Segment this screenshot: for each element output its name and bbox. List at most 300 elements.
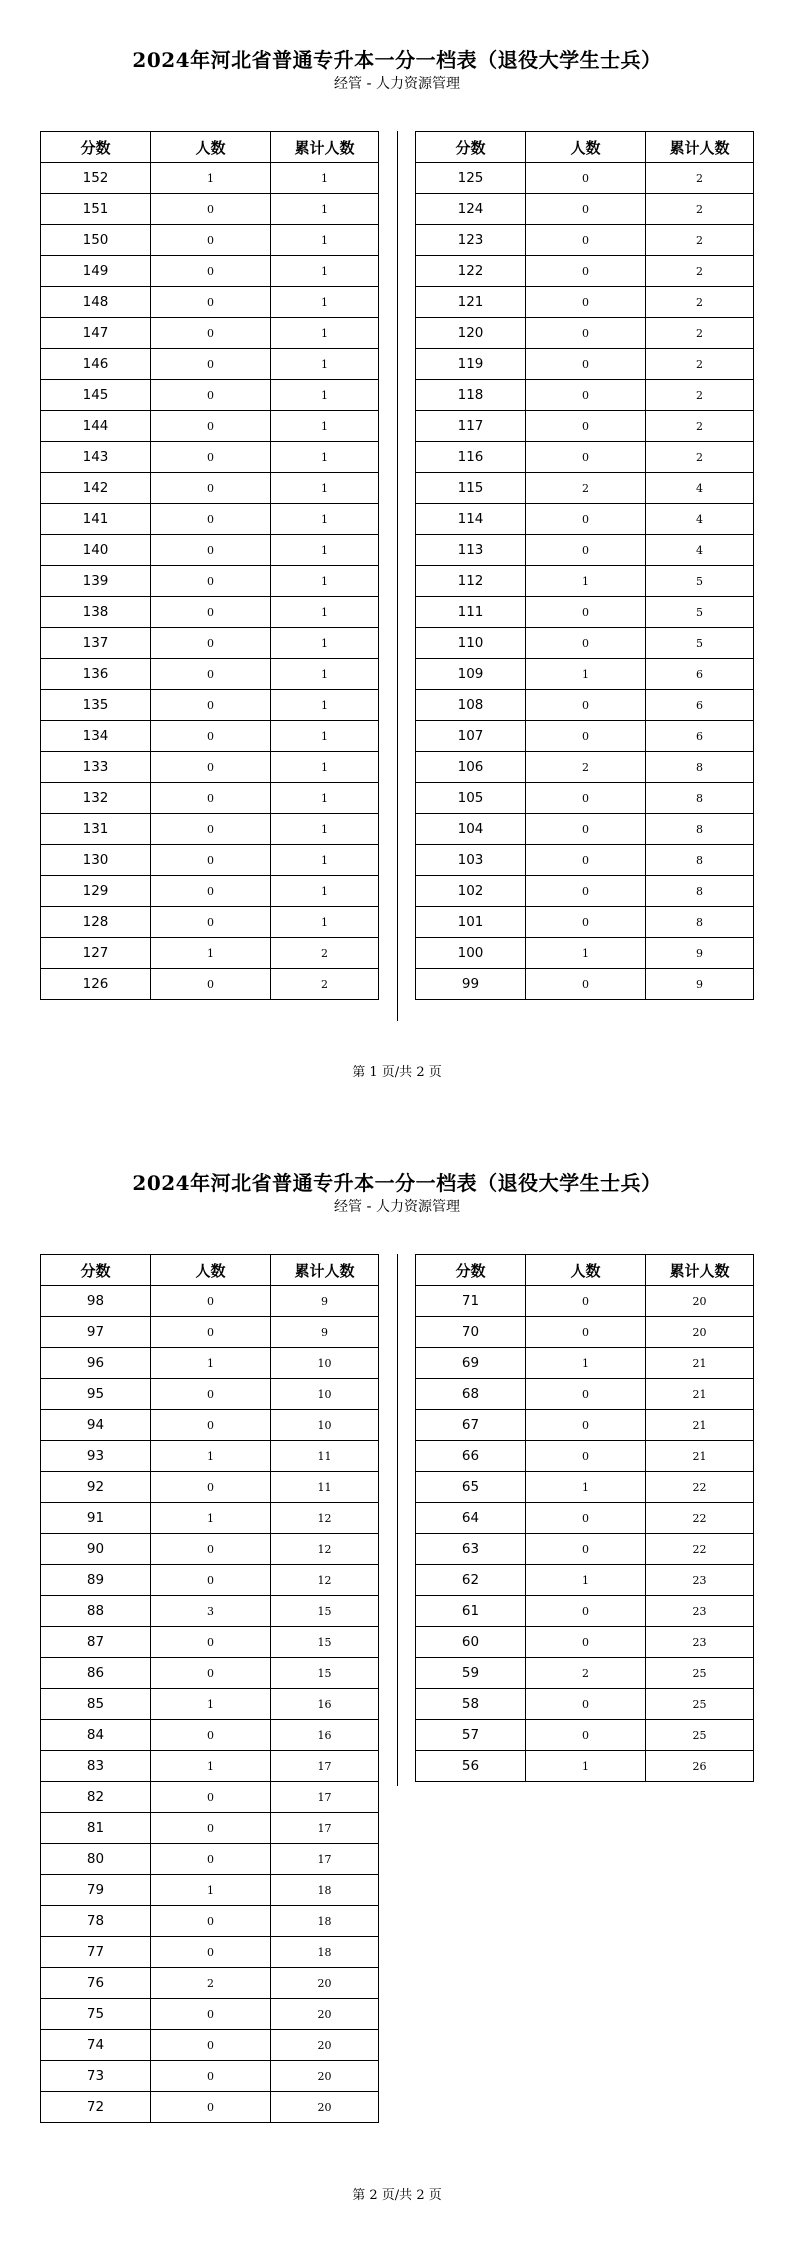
score-cell: 120 [416,318,526,349]
count-cell: 0 [151,845,271,876]
cumul-cell: 1 [271,411,379,442]
header-score: 分数 [416,1255,526,1286]
score-cell: 142 [41,473,151,504]
table-row [41,1565,379,1596]
score-cell: 102 [416,876,526,907]
table-row [416,318,754,349]
count-cell: 0 [526,1720,646,1751]
table-row [41,2061,379,2092]
table-row [416,1658,754,1689]
score-cell: 109 [416,659,526,690]
count-cell: 0 [526,1534,646,1565]
count-cell: 0 [151,504,271,535]
score-cell: 150 [41,225,151,256]
score-cell: 132 [41,783,151,814]
cumul-cell: 6 [646,690,754,721]
count-cell: 0 [151,1999,271,2030]
table-row [41,845,379,876]
table-header-row [416,132,754,163]
page-footer: 第 1 页/共 2 页 [352,1065,442,1080]
cumul-cell: 20 [271,1968,379,1999]
count-cell: 1 [151,163,271,194]
cumul-cell: 20 [646,1286,754,1317]
count-cell: 0 [151,1286,271,1317]
cumul-cell: 1 [271,783,379,814]
score-cell: 80 [41,1844,151,1875]
table-row [41,1751,379,1782]
cumul-cell: 12 [271,1503,379,1534]
count-cell: 0 [151,1534,271,1565]
table-row [41,163,379,194]
score-cell: 114 [416,504,526,535]
score-cell: 71 [416,1286,526,1317]
score-cell: 134 [41,721,151,752]
table-row [41,473,379,504]
table-row [41,1286,379,1317]
table-row [41,1782,379,1813]
table-row [416,1627,754,1658]
table-row [416,163,754,194]
score-cell: 85 [41,1689,151,1720]
count-cell: 0 [526,1441,646,1472]
count-cell: 0 [151,1472,271,1503]
score-cell: 61 [416,1596,526,1627]
score-cell: 105 [416,783,526,814]
score-table-right [415,1254,754,1782]
score-cell: 60 [416,1627,526,1658]
cumul-cell: 20 [271,2092,379,2123]
score-cell: 113 [416,535,526,566]
cumul-cell: 1 [271,752,379,783]
count-cell: 0 [151,783,271,814]
table-row [41,1472,379,1503]
cumul-cell: 25 [646,1720,754,1751]
count-cell: 0 [526,628,646,659]
cumul-cell: 21 [646,1410,754,1441]
count-cell: 0 [151,597,271,628]
count-cell: 0 [526,287,646,318]
count-cell: 0 [526,1596,646,1627]
cumul-cell: 10 [271,1379,379,1410]
table-row [416,659,754,690]
table-row [416,194,754,225]
count-cell: 0 [526,1627,646,1658]
header-cumulative: 累计人数 [646,1255,754,1286]
cumul-cell: 23 [646,1627,754,1658]
count-cell: 0 [526,318,646,349]
cumul-cell: 20 [271,2061,379,2092]
cumul-cell: 5 [646,566,754,597]
table-row [416,690,754,721]
count-cell: 0 [151,969,271,1000]
cumul-cell: 6 [646,659,754,690]
score-cell: 72 [41,2092,151,2123]
cumul-cell: 23 [646,1596,754,1627]
score-cell: 96 [41,1348,151,1379]
header-score: 分数 [41,1255,151,1286]
count-cell: 1 [151,938,271,969]
cumul-cell: 16 [271,1720,379,1751]
count-cell: 0 [526,907,646,938]
cumul-cell: 4 [646,535,754,566]
count-cell: 1 [526,566,646,597]
cumul-cell: 2 [646,194,754,225]
score-cell: 62 [416,1565,526,1596]
count-cell: 0 [526,1410,646,1441]
table-row [416,225,754,256]
header-cumulative: 累计人数 [271,132,379,163]
score-cell: 95 [41,1379,151,1410]
score-cell: 75 [41,1999,151,2030]
score-cell: 104 [416,814,526,845]
score-cell: 125 [416,163,526,194]
page-subtitle: 经管 - 人力资源管理 [334,1199,460,1215]
count-cell: 0 [526,194,646,225]
cumul-cell: 20 [646,1317,754,1348]
table-row [41,2030,379,2061]
cumul-cell: 8 [646,876,754,907]
count-cell: 0 [151,1379,271,1410]
table-row [416,876,754,907]
cumul-cell: 6 [646,721,754,752]
table-row [416,287,754,318]
page-title: 2024年河北省普通专升本一分一档表（退役大学生士兵） [132,48,662,72]
count-cell: 1 [151,1503,271,1534]
cumul-cell: 2 [646,318,754,349]
table-row [41,194,379,225]
score-cell: 119 [416,349,526,380]
table-row [416,845,754,876]
score-cell: 66 [416,1441,526,1472]
header-count: 人数 [151,1255,271,1286]
count-cell: 1 [151,1875,271,1906]
table-row [41,318,379,349]
score-cell: 147 [41,318,151,349]
table-row [416,1596,754,1627]
score-cell: 115 [416,473,526,504]
score-cell: 145 [41,380,151,411]
page-title: 2024年河北省普通专升本一分一档表（退役大学生士兵） [132,1171,662,1195]
page-footer: 第 2 页/共 2 页 [352,2188,442,2203]
score-cell: 81 [41,1813,151,1844]
score-cell: 89 [41,1565,151,1596]
count-cell: 0 [526,504,646,535]
count-cell: 0 [151,2092,271,2123]
table-row [41,721,379,752]
score-cell: 108 [416,690,526,721]
table-row [41,256,379,287]
score-cell: 73 [41,2061,151,2092]
score-cell: 141 [41,504,151,535]
table-row [41,1317,379,1348]
table-row [416,504,754,535]
score-cell: 135 [41,690,151,721]
cumul-cell: 26 [646,1751,754,1782]
score-cell: 65 [416,1472,526,1503]
cumul-cell: 1 [271,504,379,535]
score-table-right [415,131,754,1000]
table-row [41,1627,379,1658]
score-cell: 137 [41,628,151,659]
cumul-cell: 1 [271,690,379,721]
table-row [416,814,754,845]
count-cell: 0 [151,907,271,938]
count-cell: 0 [151,566,271,597]
table-row [416,1317,754,1348]
score-cell: 58 [416,1689,526,1720]
table-row [41,504,379,535]
count-cell: 0 [526,535,646,566]
table-row [416,535,754,566]
cumul-cell: 1 [271,566,379,597]
cumul-cell: 2 [646,225,754,256]
column-divider [397,131,398,1021]
cumul-cell: 25 [646,1689,754,1720]
score-cell: 148 [41,287,151,318]
score-cell: 68 [416,1379,526,1410]
score-cell: 136 [41,659,151,690]
count-cell: 0 [151,690,271,721]
count-cell: 0 [526,225,646,256]
cumul-cell: 1 [271,194,379,225]
count-cell: 0 [151,659,271,690]
cumul-cell: 15 [271,1627,379,1658]
count-cell: 1 [526,1472,646,1503]
table-row [41,690,379,721]
table-row [41,1720,379,1751]
cumul-cell: 4 [646,473,754,504]
count-cell: 0 [151,1410,271,1441]
cumul-cell: 2 [646,287,754,318]
table-row [41,1999,379,2030]
cumul-cell: 9 [271,1286,379,1317]
score-cell: 118 [416,380,526,411]
count-cell: 0 [151,411,271,442]
table-row [41,380,379,411]
score-cell: 57 [416,1720,526,1751]
table-row [41,1379,379,1410]
table-row [41,1534,379,1565]
count-cell: 0 [526,380,646,411]
cumul-cell: 1 [271,473,379,504]
table-header-row [416,1255,754,1286]
cumul-cell: 2 [646,256,754,287]
cumul-cell: 1 [271,659,379,690]
score-cell: 116 [416,442,526,473]
cumul-cell: 1 [271,287,379,318]
score-table-left [40,131,379,1000]
table-row [416,1720,754,1751]
count-cell: 0 [526,1286,646,1317]
score-cell: 117 [416,411,526,442]
count-cell: 0 [151,1565,271,1596]
table-row [416,1565,754,1596]
score-cell: 99 [416,969,526,1000]
cumul-cell: 18 [271,1906,379,1937]
table-row [41,1658,379,1689]
table-row [41,535,379,566]
count-cell: 2 [526,1658,646,1689]
count-cell: 0 [151,1937,271,1968]
score-cell: 112 [416,566,526,597]
cumul-cell: 11 [271,1441,379,1472]
table-row [41,907,379,938]
count-cell: 0 [151,535,271,566]
count-cell: 0 [151,256,271,287]
cumul-cell: 1 [271,907,379,938]
table-row [416,442,754,473]
score-cell: 86 [41,1658,151,1689]
score-cell: 139 [41,566,151,597]
score-cell: 144 [41,411,151,442]
cumul-cell: 23 [646,1565,754,1596]
cumul-cell: 1 [271,380,379,411]
count-cell: 0 [151,814,271,845]
count-cell: 1 [526,659,646,690]
table-header-row [41,1255,379,1286]
cumul-cell: 17 [271,1751,379,1782]
count-cell: 0 [526,597,646,628]
table-row [41,1968,379,1999]
header-cumulative: 累计人数 [271,1255,379,1286]
cumul-cell: 1 [271,318,379,349]
count-cell: 0 [151,1906,271,1937]
count-cell: 0 [526,256,646,287]
header-count: 人数 [526,132,646,163]
score-cell: 106 [416,752,526,783]
table-row [41,783,379,814]
table-row [416,783,754,814]
count-cell: 0 [526,814,646,845]
cumul-cell: 2 [271,938,379,969]
cumul-cell: 1 [271,163,379,194]
score-cell: 90 [41,1534,151,1565]
cumul-cell: 22 [646,1534,754,1565]
cumul-cell: 1 [271,349,379,380]
count-cell: 1 [526,1348,646,1379]
score-cell: 138 [41,597,151,628]
count-cell: 0 [151,1627,271,1658]
table-row [41,1875,379,1906]
header-score: 分数 [416,132,526,163]
cumul-cell: 2 [646,380,754,411]
score-cell: 97 [41,1317,151,1348]
header-count: 人数 [526,1255,646,1286]
cumul-cell: 25 [646,1658,754,1689]
table-row [41,1844,379,1875]
table-row [416,1379,754,1410]
score-cell: 103 [416,845,526,876]
cumul-cell: 2 [646,349,754,380]
table-row [416,907,754,938]
cumul-cell: 17 [271,1813,379,1844]
count-cell: 0 [151,2030,271,2061]
score-cell: 84 [41,1720,151,1751]
table-row [41,349,379,380]
score-cell: 124 [416,194,526,225]
count-cell: 0 [151,318,271,349]
score-cell: 110 [416,628,526,659]
count-cell: 0 [151,349,271,380]
score-cell: 78 [41,1906,151,1937]
score-cell: 133 [41,752,151,783]
cumul-cell: 21 [646,1441,754,1472]
count-cell: 0 [526,442,646,473]
count-cell: 0 [526,876,646,907]
cumul-cell: 17 [271,1782,379,1813]
cumul-cell: 22 [646,1503,754,1534]
score-cell: 74 [41,2030,151,2061]
cumul-cell: 8 [646,752,754,783]
count-cell: 0 [526,721,646,752]
count-cell: 1 [526,1565,646,1596]
table-row [416,1472,754,1503]
count-cell: 0 [151,1844,271,1875]
table-row [41,2092,379,2123]
score-cell: 70 [416,1317,526,1348]
table-row [41,1813,379,1844]
table-row [416,256,754,287]
score-cell: 151 [41,194,151,225]
table-row [41,1689,379,1720]
score-cell: 127 [41,938,151,969]
cumul-cell: 8 [646,845,754,876]
cumul-cell: 21 [646,1348,754,1379]
table-row [416,473,754,504]
count-cell: 0 [526,1689,646,1720]
cumul-cell: 17 [271,1844,379,1875]
score-cell: 123 [416,225,526,256]
page-2 [0,1123,794,2246]
cumul-cell: 12 [271,1534,379,1565]
cumul-cell: 8 [646,814,754,845]
cumul-cell: 8 [646,783,754,814]
cumul-cell: 1 [271,225,379,256]
score-cell: 56 [416,1751,526,1782]
count-cell: 0 [151,442,271,473]
table-row [41,597,379,628]
count-cell: 0 [526,690,646,721]
score-cell: 101 [416,907,526,938]
header-cumulative: 累计人数 [646,132,754,163]
count-cell: 0 [151,380,271,411]
score-cell: 107 [416,721,526,752]
score-table-left [40,1254,379,2123]
count-cell: 0 [151,1720,271,1751]
score-cell: 146 [41,349,151,380]
count-cell: 0 [151,287,271,318]
score-cell: 87 [41,1627,151,1658]
count-cell: 0 [151,194,271,225]
score-cell: 79 [41,1875,151,1906]
table-row [41,566,379,597]
table-row [416,938,754,969]
table-row [416,721,754,752]
cumul-cell: 1 [271,845,379,876]
table-row [416,349,754,380]
cumul-cell: 10 [271,1348,379,1379]
score-cell: 98 [41,1286,151,1317]
table-row [416,628,754,659]
count-cell: 1 [151,1348,271,1379]
count-cell: 1 [526,938,646,969]
table-row [41,1937,379,1968]
count-cell: 0 [151,225,271,256]
table-row [416,1348,754,1379]
count-cell: 0 [151,876,271,907]
count-cell: 0 [526,411,646,442]
score-cell: 77 [41,1937,151,1968]
